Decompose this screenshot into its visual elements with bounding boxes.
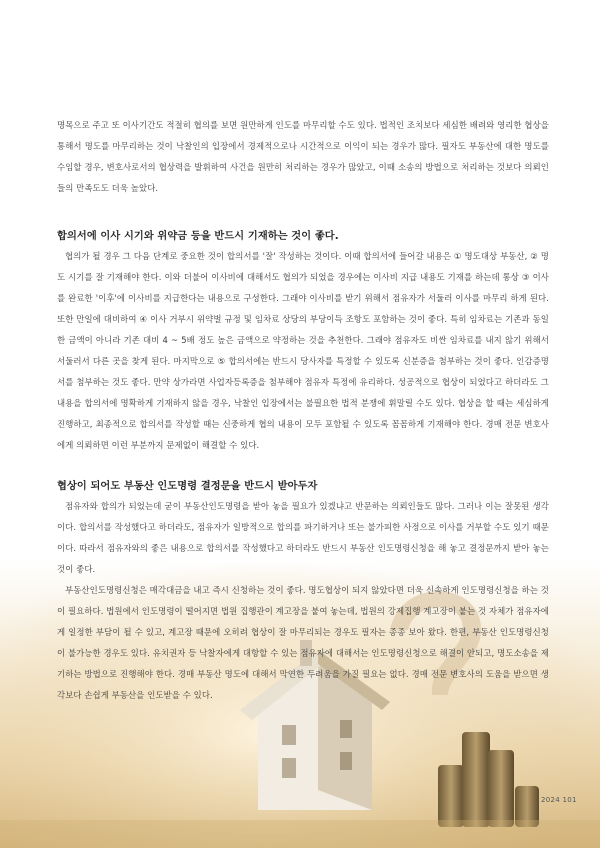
intro-paragraph: 명목으로 주고 또 이사기간도 적절히 협의를 보면 원만하게 인도를 마무리할 수도 있다. 법적인 조치보다 세심한 배려와 영리한 협상을 통해서 명도를 마무리하는 것이 낙찰인의 입장에서 경제적으로나 시간적으로 이익이 되는 경우가 많다. 필자도 부동산에 대한 명도를 수임할 경우, 변호사로서의 협상력을 발휘하여 사건을 원만히 처리하는 경우가 많았고, 이때 소송의 방법으로 처리하는 것보다 의뢰인들의 만족도도 더욱 높았다. — [57, 120, 549, 193]
page-number: 2024 101 — [541, 796, 577, 804]
section-delivery-paragraph-1: 점유자와 합의가 되었는데 굳이 부동산인도명령을 받아 놓을 필요가 있겠냐고 반문하는 의뢰인들도 많다. 그러나 이는 잘못된 생각이다. 합의서를 작성했다고 하더라도, 점유자가 일방적으로 합의를 파기하거나 또는 불가피한 사정으로 이사를 거부할 수도 있기 때문이다. 따라서 점유자와의 좋은 내용으로 합의서를 작성했다고 하더라도 반드시 부동산 인도명령신청을 해 놓고 결정문까지 받아 놓는 것이 좋다. — [57, 501, 549, 574]
section-heading-delivery-order: 협상이 되어도 부동산 인도명령 결정문을 반드시 받아두자 — [57, 481, 318, 492]
article-body — [57, 115, 549, 706]
section-heading-agreement: 합의서에 이사 시기와 위약금 등을 반드시 기재하는 것이 좋다. — [57, 231, 339, 242]
section-agreement-paragraph: 협의가 될 경우 그 다음 단계로 중요한 것이 합의서를 '잘' 작성하는 것이다. 이때 합의서에 들어갈 내용은 ① 명도대상 부동산, ② 명도 시기를 잘 기재해야 한다. 이와 더불어 이사비에 대해서도 협의가 되었을 경우에는 이사비 지급 내용도 기재를 하는데 통상 ③ 이사를 완료한 '이후'에 이사비를 지급한다는 내용으로 구성한다. 그래야 이사비를 받기 위해서 점유자가 서둘러 이사를 마무리 하게 된다. 또한 만일에 대비하여 ④ 이사 거부시 위약벌 규정 및 임차료 상당의 부당이득 조항도 포함하는 것이 좋다. 특히 임차료는 기존과 동일한 금액이 아니라 기존 대비 4 ~ 5배 정도 높은 금액으로 약정하는 것을 추천한다. 그래야 점유자도 비싼 임차료를 내지 않기 위해서 서둘러서 다른 곳을 찾게 된다. 마지막으로 ⑤ 합의서에는 반드시 당사자를 특정할 수 있도록 신분증을 첨부하는 것이 좋다. 인감증명서를 첨부하는 것도 좋다. 만약 상가라면 사업자등록증을 첨부해야 점유자 특정에 유리하다. 성공적으로 협상이 되었다고 하더라도 그 내용을 합의서에 명확하게 기재하지 않을 경우, 낙찰인 입장에서는 불필요한 법적 분쟁에 휘말릴 수도 있다. 협상을 할 때는 세심하게 진행하고, 최종적으로 합의서를 작성할 때는 신중하게 협의 내용이 모두 포함될 수 있도록 꼼꼼하게 기재해야 한다. 경매 전문 변호사에게 의뢰하면 이런 부분까지 문제없이 해결할 수 있다. — [57, 251, 549, 450]
section-delivery-paragraph-2: 부동산인도명령신청은 매각대금을 내고 즉시 신청하는 것이 좋다. 명도협상이 되지 않았다면 더욱 신속하게 인도명령신청을 하는 것이 필요하다. 법원에서 인도명령이 떨어지면 법원 집행관이 계고장을 붙여 놓는데, 법원의 강제집행 계고장이 붙는 것 자체가 점유자에게 일정한 부담이 될 수 있고, 계고장 때문에 오히려 협상이 잘 마무리되는 경우도 필자는 종종 보아 왔다. 한편, 부동산 인도명령신청이 불가능한 경우도 있다. 유치권자 등 낙찰자에게 대항할 수 있는 점유자에 대해서는 인도명령신청으로 해결이 안되고, 명도소송을 제기하는 방법으로 진행해야 한다. 경매 부동산 명도에 대해서 막연한 두려움을 가질 필요는 없다. 경매 전문 변호사의 도움을 받으면 생각보다 손쉽게 부동산을 인도받을 수 있다. — [57, 585, 549, 700]
